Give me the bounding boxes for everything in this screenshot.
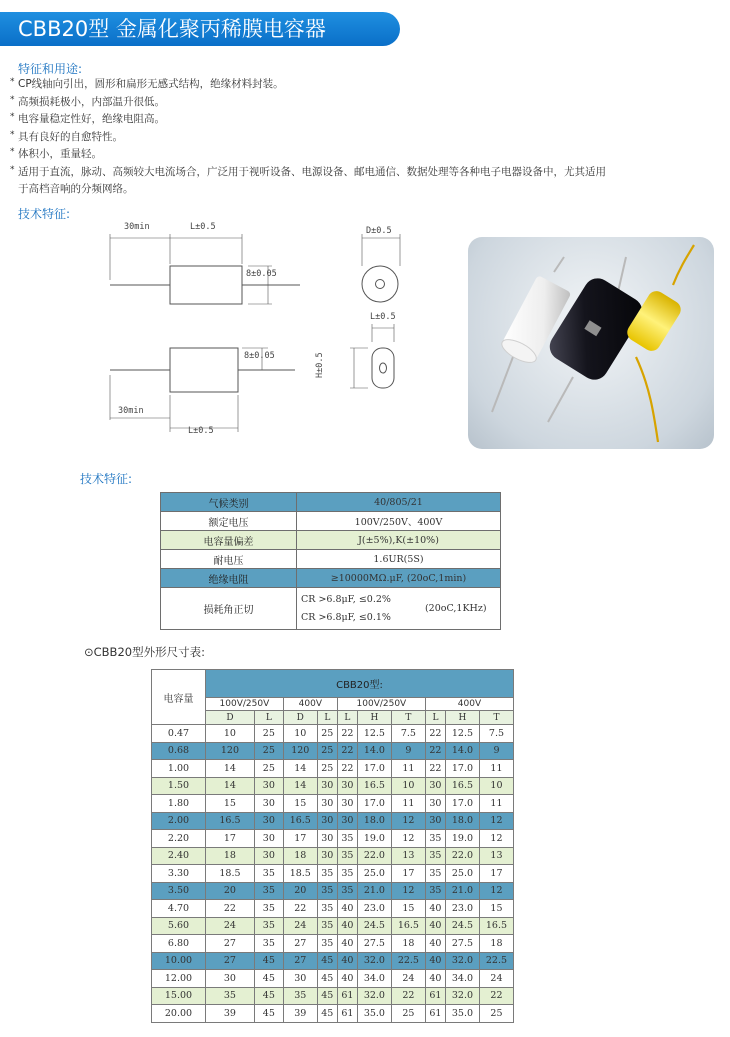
dimension-cell: 14 xyxy=(206,777,255,795)
dimension-cell: 11 xyxy=(391,760,425,778)
dimension-cell: 40 xyxy=(425,917,445,935)
spec-key: 气候类别 xyxy=(161,493,297,512)
dimension-cell: 35 xyxy=(254,917,283,935)
dimension-cell: 23.0 xyxy=(357,900,391,918)
dimension-cell: 20 xyxy=(206,882,255,900)
dimension-cell: 35 xyxy=(425,830,445,848)
dimension-cell: 40 xyxy=(337,935,357,953)
dimension-cell: 40 xyxy=(425,900,445,918)
dimension-cell: 30 xyxy=(283,970,317,988)
dimension-cell: 17 xyxy=(479,865,513,883)
page-title: CBB20型 金属化聚丙稀膜电容器 xyxy=(0,12,400,46)
dimension-cell: 17 xyxy=(206,830,255,848)
dimension-cell: 40 xyxy=(425,970,445,988)
dimension-cell: 120 xyxy=(206,742,255,760)
dimension-cell: 35 xyxy=(317,882,337,900)
dimension-cell: 30 xyxy=(317,830,337,848)
feature-item: * 电容量稳定性好，绝缘电阻高。 xyxy=(10,111,650,129)
capacitance-cell: 20.00 xyxy=(152,1005,206,1023)
spec-key: 耐电压 xyxy=(161,550,297,569)
table-row xyxy=(152,882,514,900)
dimension-cell: 21.0 xyxy=(357,882,391,900)
sub-header: L xyxy=(337,711,357,725)
dimension-cell: 32.0 xyxy=(445,952,479,970)
dimension-cell: 25 xyxy=(254,725,283,743)
dimension-cell: 30 xyxy=(425,777,445,795)
dimension-cell: 45 xyxy=(317,952,337,970)
dimension-cell: 14.0 xyxy=(445,742,479,760)
dimension-cell: 16.5 xyxy=(445,777,479,795)
dimension-cell: 15 xyxy=(479,900,513,918)
dimension-cell: 15 xyxy=(283,795,317,813)
sub-header: L xyxy=(254,711,283,725)
dimension-cell: 22 xyxy=(479,987,513,1005)
dimension-cell: 18.0 xyxy=(445,812,479,830)
corner-header: 电容量 xyxy=(152,670,206,725)
dimension-cell: 45 xyxy=(254,970,283,988)
dimension-cell: 25 xyxy=(254,742,283,760)
dimension-cell: 11 xyxy=(391,795,425,813)
table-row xyxy=(152,1005,514,1023)
product-photo xyxy=(468,237,714,449)
dimension-cell: 35 xyxy=(317,865,337,883)
dimension-cell: 39 xyxy=(283,1005,317,1023)
dimension-cell: 27 xyxy=(283,952,317,970)
feature-item: * 高频损耗极小，内部温升很低。 xyxy=(10,94,650,112)
table-row xyxy=(152,970,514,988)
spec-key: 损耗角正切 xyxy=(161,588,297,630)
dimension-cell: 9 xyxy=(479,742,513,760)
feature-item: * 具有良好的自愈特性。 xyxy=(10,129,650,147)
dimension-cell: 30 xyxy=(337,777,357,795)
dimension-cell: 35 xyxy=(254,935,283,953)
dimension-cell: 10 xyxy=(206,725,255,743)
capacitance-cell: 5.60 xyxy=(152,917,206,935)
capacitance-cell: 10.00 xyxy=(152,952,206,970)
capacitance-cell: 0.68 xyxy=(152,742,206,760)
dimension-cell: 35 xyxy=(254,882,283,900)
table-row xyxy=(152,900,514,918)
dimension-cell: 18.5 xyxy=(206,865,255,883)
dimension-cell: 35 xyxy=(337,865,357,883)
dimension-cell: 45 xyxy=(317,987,337,1005)
dimension-cell: 35.0 xyxy=(357,1005,391,1023)
dimension-cell: 25 xyxy=(391,1005,425,1023)
dimension-cell: 18.0 xyxy=(357,812,391,830)
spec-row xyxy=(161,493,501,512)
dimension-cell: 32.0 xyxy=(357,952,391,970)
spec-key: 额定电压 xyxy=(161,512,297,531)
dimension-cell: 35 xyxy=(337,830,357,848)
spec-value: 40/805/21 xyxy=(297,493,501,512)
feature-item: * CP线轴向引出，圆形和扁形无感式结构，绝缘材料封装。 xyxy=(10,76,650,94)
feature-continuation: 于高档音响的分频网络。 xyxy=(18,183,134,195)
dimension-cell: 35 xyxy=(254,900,283,918)
spec-row xyxy=(161,588,501,630)
table-row xyxy=(152,742,514,760)
capacitance-cell: 0.47 xyxy=(152,725,206,743)
dimension-cell: 40 xyxy=(425,935,445,953)
dimension-cell: 22 xyxy=(425,742,445,760)
dimension-cell: 24 xyxy=(206,917,255,935)
dimension-cell: 25 xyxy=(479,1005,513,1023)
dimension-cell: 13 xyxy=(391,847,425,865)
feature-item: * 体积小，重量轻。 xyxy=(10,146,650,164)
group-header: 100V/250V xyxy=(337,698,425,711)
dimension-cell: 25.0 xyxy=(445,865,479,883)
dimension-cell: 18 xyxy=(283,847,317,865)
features-heading: 特征和用途: xyxy=(18,62,83,76)
table-row xyxy=(152,987,514,1005)
dimension-cell: 61 xyxy=(337,1005,357,1023)
capacitance-cell: 1.00 xyxy=(152,760,206,778)
dimension-cell: 19.0 xyxy=(445,830,479,848)
group-header: 400V xyxy=(283,698,337,711)
dimension-cell: 18.5 xyxy=(283,865,317,883)
dim-heading: ⊙CBB20型外形尺寸表: xyxy=(84,645,205,659)
dimension-cell: 12 xyxy=(479,882,513,900)
dimension-cell: 18 xyxy=(391,935,425,953)
spec-value: J(±5%),K(±10%) xyxy=(297,531,501,550)
dimension-cell: 12 xyxy=(391,812,425,830)
dimension-cell: 16.5 xyxy=(357,777,391,795)
dimension-cell: 17 xyxy=(283,830,317,848)
dimension-cell: 14 xyxy=(283,760,317,778)
dimension-cell: 15 xyxy=(391,900,425,918)
dimension-cell: 25 xyxy=(254,760,283,778)
dimension-cell: 24.5 xyxy=(357,917,391,935)
dimension-cell: 35 xyxy=(317,935,337,953)
spec-loss-values xyxy=(297,588,412,630)
dimension-cell: 35 xyxy=(206,987,255,1005)
dimension-cell: 30 xyxy=(254,812,283,830)
dimension-cell: 27.5 xyxy=(445,935,479,953)
capacitance-cell: 2.00 xyxy=(152,812,206,830)
capacitance-cell: 2.20 xyxy=(152,830,206,848)
dimension-cell: 22.5 xyxy=(479,952,513,970)
tech-heading-2: 技术特征: xyxy=(80,472,133,486)
dimension-cell: 10 xyxy=(479,777,513,795)
dimension-cell: 12 xyxy=(391,882,425,900)
spec-loss-line2: CR >6.8μF, ≤0.1% xyxy=(301,611,391,623)
dimension-cell: 40 xyxy=(337,952,357,970)
dimension-cell: 17.0 xyxy=(445,760,479,778)
dimension-cell: 45 xyxy=(254,1005,283,1023)
dimension-cell: 12 xyxy=(391,830,425,848)
dimension-cell: 19.0 xyxy=(357,830,391,848)
capacitance-cell: 1.50 xyxy=(152,777,206,795)
capacitance-cell: 15.00 xyxy=(152,987,206,1005)
dimension-cell: 30 xyxy=(337,812,357,830)
dimension-cell: 12 xyxy=(479,830,513,848)
dimension-cell: 12.5 xyxy=(445,725,479,743)
dimension-cell: 14 xyxy=(206,760,255,778)
dimension-cell: 45 xyxy=(317,970,337,988)
dimension-cell: 7.5 xyxy=(391,725,425,743)
dimension-cell: 120 xyxy=(283,742,317,760)
dimension-cell: 18 xyxy=(206,847,255,865)
dimension-cell: 22 xyxy=(391,987,425,1005)
capacitance-cell: 4.70 xyxy=(152,900,206,918)
table-row xyxy=(152,812,514,830)
dimension-cell: 40 xyxy=(337,900,357,918)
dimension-cell: 30 xyxy=(254,830,283,848)
dimension-cell: 35 xyxy=(425,865,445,883)
table-row xyxy=(152,777,514,795)
dimension-cell: 35 xyxy=(283,987,317,1005)
feature-item: * 适用于直流，脉动、高频较大电流场合，广泛用于视听设备、电源设备、邮电通信、数据处理等各种电子电器设备中，尤其适用 xyxy=(10,164,650,182)
capacitance-cell: 3.50 xyxy=(152,882,206,900)
spec-loss-condition: (20oC,1KHz) xyxy=(412,588,501,630)
dimension-cell: 35 xyxy=(425,847,445,865)
dimension-cell: 30 xyxy=(317,812,337,830)
capacitance-cell: 2.40 xyxy=(152,847,206,865)
dimension-cell: 30 xyxy=(254,847,283,865)
dimension-cell: 22 xyxy=(206,900,255,918)
dimension-cell: 21.0 xyxy=(445,882,479,900)
dimension-cell: 17.0 xyxy=(445,795,479,813)
dimension-cell: 32.0 xyxy=(357,987,391,1005)
dimension-cell: 22 xyxy=(283,900,317,918)
dimension-cell: 22 xyxy=(337,725,357,743)
group-header: 400V xyxy=(425,698,513,711)
dimension-cell: 24 xyxy=(479,970,513,988)
dimension-cell: 14.0 xyxy=(357,742,391,760)
spec-row xyxy=(161,531,501,550)
dimension-cell: 45 xyxy=(254,987,283,1005)
dimension-cell: 40 xyxy=(425,952,445,970)
spec-key: 绝缘电阻 xyxy=(161,569,297,588)
dimension-cell: 25 xyxy=(317,742,337,760)
dimension-cell: 10 xyxy=(283,725,317,743)
spec-value: 100V/250V、400V xyxy=(297,512,501,531)
dimension-cell: 35 xyxy=(425,882,445,900)
dimension-cell: 27 xyxy=(283,935,317,953)
dimension-cell: 30 xyxy=(254,777,283,795)
dimension-cell: 40 xyxy=(337,917,357,935)
spec-row xyxy=(161,550,501,569)
dimension-cell: 35.0 xyxy=(445,1005,479,1023)
capacitance-cell: 12.00 xyxy=(152,970,206,988)
table-row xyxy=(152,830,514,848)
table-top-header: CBB20型: xyxy=(206,670,514,698)
dimension-cell: 35 xyxy=(337,882,357,900)
dimension-cell: 22 xyxy=(425,760,445,778)
dimension-cell: 30 xyxy=(317,847,337,865)
dimension-cell: 10 xyxy=(391,777,425,795)
capacitance-cell: 6.80 xyxy=(152,935,206,953)
table-row xyxy=(152,952,514,970)
spec-key: 电容量偏差 xyxy=(161,531,297,550)
table-row xyxy=(152,865,514,883)
dimension-cell: 45 xyxy=(317,1005,337,1023)
dimension-cell: 11 xyxy=(479,760,513,778)
dimension-cell: 35 xyxy=(337,847,357,865)
dim-diameter-top: 8±0.05 xyxy=(246,269,277,279)
dimension-cell: 17.0 xyxy=(357,760,391,778)
dimension-cell: 25 xyxy=(317,760,337,778)
dimension-cell: 25.0 xyxy=(357,865,391,883)
sub-header: L xyxy=(317,711,337,725)
sub-header: L xyxy=(425,711,445,725)
sub-header: D xyxy=(283,711,317,725)
dimension-cell: 23.0 xyxy=(445,900,479,918)
dimension-cell: 61 xyxy=(337,987,357,1005)
spec-value: 1.6UR(5S) xyxy=(297,550,501,569)
dimension-cell: 61 xyxy=(425,987,445,1005)
table-row xyxy=(152,847,514,865)
dimension-cell: 13 xyxy=(479,847,513,865)
dimension-cell: 22.0 xyxy=(445,847,479,865)
dimension-cell: 40 xyxy=(337,970,357,988)
dimension-cell: 34.0 xyxy=(445,970,479,988)
dim-body-length-top: L±0.5 xyxy=(190,222,216,232)
dimension-cell: 30 xyxy=(317,777,337,795)
dim-diameter-bottom: 8±0.05 xyxy=(244,351,275,361)
dimension-cell: 27 xyxy=(206,935,255,953)
dimension-cell: 35 xyxy=(254,865,283,883)
capacitance-cell: 3.30 xyxy=(152,865,206,883)
dim-flat-length: L±0.5 xyxy=(370,312,396,322)
spec-value: ≥10000MΩ.μF, (20oC,1min) xyxy=(297,569,501,588)
dimension-cell: 22 xyxy=(337,742,357,760)
dimension-cell: 12 xyxy=(479,812,513,830)
dimension-cell: 11 xyxy=(479,795,513,813)
table-row xyxy=(152,935,514,953)
dimension-cell: 22 xyxy=(425,725,445,743)
dimension-cell: 35 xyxy=(317,917,337,935)
dim-lead-bottom: 30min xyxy=(118,406,144,416)
dimension-cell: 30 xyxy=(425,795,445,813)
dimension-cell: 17.0 xyxy=(357,795,391,813)
dimension-cell: 27 xyxy=(206,952,255,970)
dimension-cell: 15 xyxy=(206,795,255,813)
dimension-cell: 30 xyxy=(425,812,445,830)
dimension-cell: 16.5 xyxy=(206,812,255,830)
tech-heading: 技术特征: xyxy=(18,207,71,221)
dimension-cell: 30 xyxy=(317,795,337,813)
dimension-cell: 7.5 xyxy=(479,725,513,743)
dimension-cell: 16.5 xyxy=(283,812,317,830)
dimension-cell: 22 xyxy=(337,760,357,778)
capacitance-cell: 1.80 xyxy=(152,795,206,813)
dimension-cell: 25 xyxy=(317,725,337,743)
dimension-cell: 24 xyxy=(283,917,317,935)
table-row xyxy=(152,795,514,813)
sub-header: H xyxy=(357,711,391,725)
dimension-cell: 30 xyxy=(254,795,283,813)
dimension-cell: 35 xyxy=(317,900,337,918)
sub-header: D xyxy=(206,711,255,725)
dimension-cell: 24 xyxy=(391,970,425,988)
dimension-cell: 20 xyxy=(283,882,317,900)
table-row xyxy=(152,725,514,743)
dimension-cell: 18 xyxy=(479,935,513,953)
dimension-cell: 61 xyxy=(425,1005,445,1023)
dim-round-diameter: D±0.5 xyxy=(366,226,392,236)
table-row xyxy=(152,917,514,935)
dimension-cell: 22.0 xyxy=(357,847,391,865)
dimension-cell: 27.5 xyxy=(357,935,391,953)
group-header: 100V/250V xyxy=(206,698,284,711)
spec-table xyxy=(160,492,501,630)
spec-loss-line1: CR >6.8μF, ≤0.2% xyxy=(301,593,391,605)
dimension-cell: 32.0 xyxy=(445,987,479,1005)
sub-header: T xyxy=(479,711,513,725)
dimension-cell: 30 xyxy=(337,795,357,813)
dim-lead-top: 30min xyxy=(124,222,150,232)
features-list xyxy=(10,76,650,199)
dimension-cell: 34.0 xyxy=(357,970,391,988)
dimension-cell: 30 xyxy=(206,970,255,988)
dimension-cell: 22.5 xyxy=(391,952,425,970)
dimension-cell: 12.5 xyxy=(357,725,391,743)
dimension-cell: 14 xyxy=(283,777,317,795)
dimension-cell: 9 xyxy=(391,742,425,760)
dimension-cell: 16.5 xyxy=(391,917,425,935)
dimension-cell: 16.5 xyxy=(479,917,513,935)
dimension-cell: 24.5 xyxy=(445,917,479,935)
dim-flat-height: H±0.5 xyxy=(315,352,325,378)
table-row xyxy=(152,760,514,778)
spec-row xyxy=(161,569,501,588)
dimension-cell: 17 xyxy=(391,865,425,883)
dimension-cell: 45 xyxy=(254,952,283,970)
dimension-table xyxy=(151,669,514,1023)
dim-body-length-bottom: L±0.5 xyxy=(188,426,214,436)
sub-header: T xyxy=(391,711,425,725)
sub-header: H xyxy=(445,711,479,725)
dimension-cell: 39 xyxy=(206,1005,255,1023)
spec-row xyxy=(161,512,501,531)
